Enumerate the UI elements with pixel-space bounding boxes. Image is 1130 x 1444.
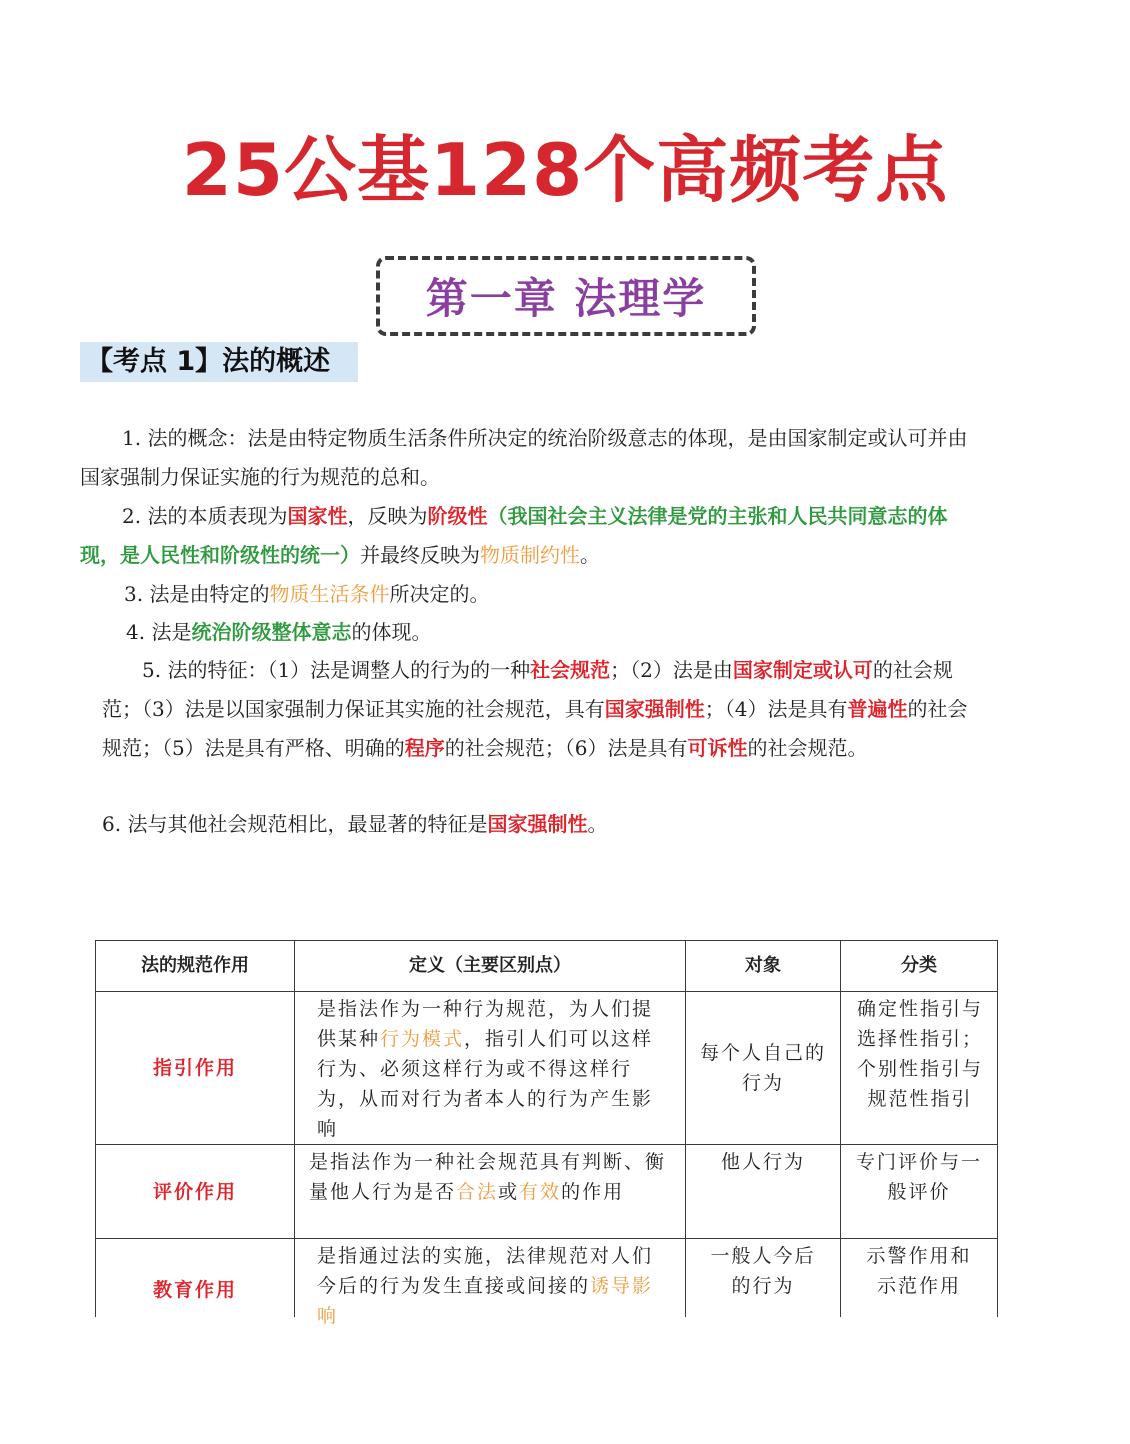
row-definition	[295, 992, 686, 1145]
point-5	[102, 651, 987, 768]
kaodian-heading: 【考点 1】法的概述	[80, 342, 358, 382]
chapter-title: 第一章 法理学	[425, 274, 707, 323]
def-highlight: 诱导影响	[317, 1275, 654, 1327]
point-1	[80, 419, 985, 497]
point-5-text-4: ；（4）法是具有	[704, 697, 848, 721]
table-header-row	[96, 941, 998, 992]
table-row	[96, 1239, 998, 1317]
point-5-highlight-4: 普遍性	[847, 697, 908, 721]
row-definition	[295, 1239, 686, 1327]
point-5-text-7: 的社会规范。	[747, 736, 868, 760]
row-name: 指引作用	[96, 992, 295, 1145]
table-header-cell: 法的规范作用	[96, 941, 295, 992]
point-2-highlight-1: 国家性	[287, 504, 348, 528]
point-5-highlight-3: 国家强制性	[604, 697, 705, 721]
point-2-highlight-2: 阶级性	[427, 504, 488, 528]
table-row	[96, 992, 998, 1145]
table-header-cell: 对象	[686, 941, 841, 992]
point-4-green: 统治阶级整体意志	[191, 620, 352, 644]
def-highlight: 合法	[456, 1181, 499, 1203]
point-2-text-1: 2. 法的本质表现为	[122, 504, 288, 528]
point-4-text-2: 的体现。	[351, 620, 432, 644]
point-6	[102, 805, 987, 844]
point-5-highlight-2: 国家制定或认可	[732, 658, 873, 682]
point-6-text-1: 6. 法与其他社会规范相比，最显著的特征是	[102, 812, 488, 836]
point-3	[124, 575, 984, 614]
point-2	[80, 497, 985, 575]
row-category: 专门评价与一般评价	[841, 1145, 998, 1239]
row-name: 评价作用	[96, 1145, 295, 1239]
page-title: 25公基128个高频考点	[181, 128, 949, 212]
point-2-text-2: ，反映为	[347, 504, 428, 528]
point-3-text-2: 所决定的。	[389, 582, 490, 606]
point-6-text-2: 。	[587, 812, 608, 836]
row-name: 教育作用	[96, 1239, 295, 1317]
row-category: 确定性指引与选择性指引；个别性指引与规范性指引	[841, 992, 998, 1145]
point-4	[126, 613, 986, 652]
point-5-highlight-6: 可诉性	[687, 736, 748, 760]
def-text: 或	[498, 1181, 520, 1203]
def-text: ，指引人们可以这样行为、必须这样行为或不得这样行为，从而对行为者本人的行为产生影响	[317, 1028, 654, 1140]
norm-function-table	[95, 940, 998, 1327]
row-definition	[295, 1145, 686, 1239]
point-5-highlight-5: 程序	[404, 736, 445, 760]
point-4-text-1: 4. 法是	[126, 620, 192, 644]
def-text: 是指通过法的实施，法律规范对人们今后的行为发生直接或间接的	[317, 1245, 654, 1297]
point-5-text-3: 的社会规范；（3）法是以国家强制力保证其实施的社会规范，具有	[102, 658, 953, 721]
table-header-cell: 定义（主要区别点）	[295, 941, 686, 992]
point-6-highlight: 国家强制性	[487, 812, 588, 836]
def-text: 是指法作为一种社会规范具有判断、衡量他人行为是否	[309, 1151, 667, 1203]
point-1-text: 1. 法的概念：法是由特定物质生活条件所决定的统治阶级意志的体现，是由国家制定或认可并由国家强制力保证实施的行为规范的总和。	[80, 426, 968, 489]
point-5-text-1: 5. 法的特征：（1）法是调整人的行为的一种	[142, 658, 531, 682]
point-3-text-1: 3. 法是由特定的	[124, 582, 270, 606]
point-2-green-note: （我国社会主义法律是党的主张和人民共同意志的体现，是人民性和阶级性的统一）	[80, 504, 948, 567]
def-text: 的作用	[561, 1181, 625, 1203]
point-5-highlight-1: 社会规范	[530, 658, 611, 682]
chapter-box	[376, 256, 756, 336]
point-5-text-2: ；（2）法是由	[610, 658, 733, 682]
def-highlight: 有效	[519, 1181, 562, 1203]
table-row	[96, 1145, 998, 1239]
point-2-text-4: 。	[580, 543, 600, 567]
point-2-text-3: 并最终反映为	[360, 543, 480, 567]
row-category: 示警作用和示范作用	[841, 1239, 998, 1317]
point-2-orange: 物质制约性	[480, 543, 580, 567]
row-object: 他人行为	[686, 1145, 841, 1239]
point-5-text-5: 的社会规范；（5）法是具有严格、明确的	[102, 697, 968, 760]
def-highlight: 行为模式	[380, 1028, 465, 1050]
table-header-cell: 分类	[841, 941, 998, 992]
def-text: 是指法作为一种行为规范，为人们提供某种	[317, 998, 654, 1050]
point-3-orange: 物质生活条件	[269, 582, 390, 606]
row-object: 一般人今后的行为	[686, 1239, 841, 1317]
row-object: 每个人自己的行为	[686, 992, 841, 1145]
point-5-text-6: 的社会规范；（6）法是具有	[444, 736, 688, 760]
